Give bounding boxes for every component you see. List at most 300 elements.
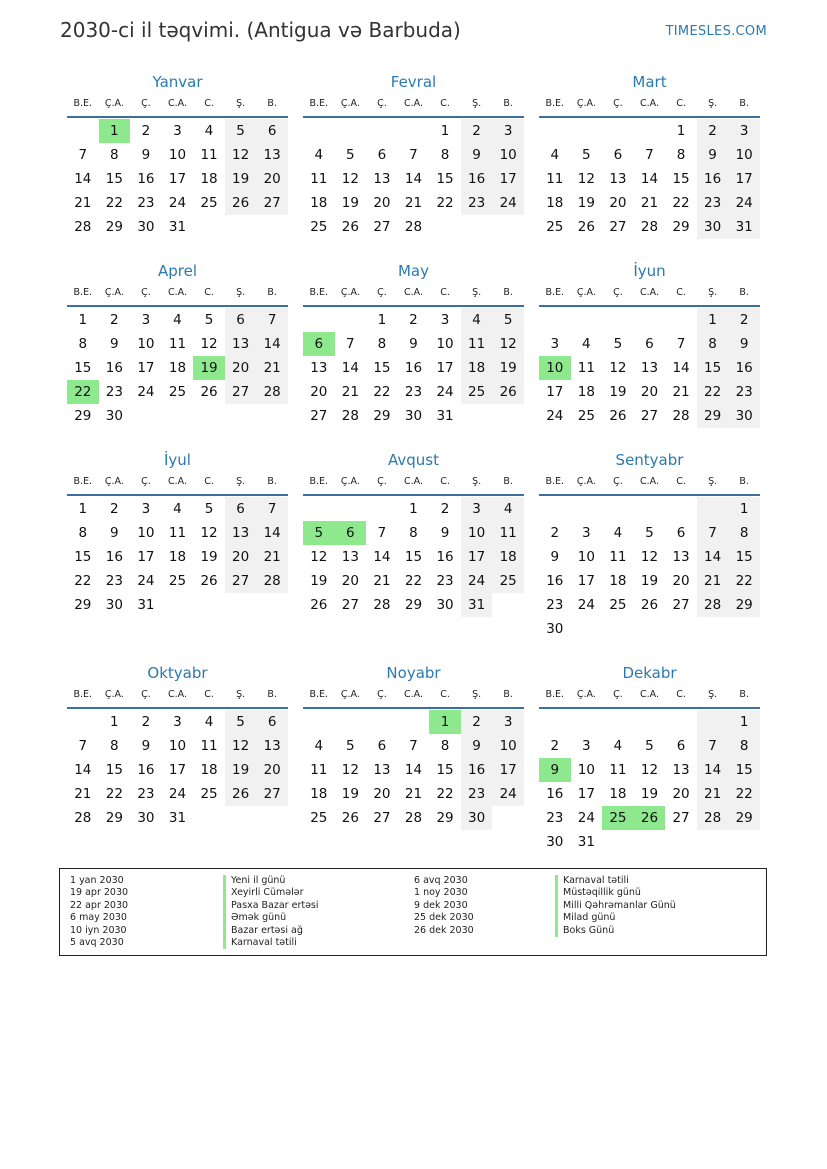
day-cell: 5 [204, 312, 214, 328]
weekday-label: B. [503, 476, 513, 487]
day-cell: 15 [74, 549, 92, 565]
holiday-day-cell: 9 [539, 758, 571, 782]
day-cell: 4 [492, 497, 524, 521]
day-cell: 26 [225, 191, 257, 215]
month-name: Mart [632, 73, 667, 91]
empty-cell [539, 119, 571, 143]
empty-cell [634, 119, 666, 143]
day-cell: 5 [645, 738, 654, 754]
day-cell: 11 [200, 738, 218, 754]
weekday-label: B.E. [545, 98, 565, 109]
day-cell: 6 [613, 147, 623, 163]
weekday-label: B.E. [545, 689, 565, 700]
empty-cell [366, 710, 398, 734]
empty-cell [303, 119, 335, 143]
legend-date: 25 dek 2030 [414, 912, 474, 924]
day-cell: 19 [200, 549, 218, 565]
day-cell: 27 [310, 408, 328, 424]
day-cell: 23 [105, 573, 123, 589]
day-cell: 21 [373, 573, 391, 589]
day-cell: 20 [310, 384, 328, 400]
weekday-label: C.A. [403, 476, 423, 487]
day-cell: 17 [168, 171, 187, 187]
day-cell: 12 [341, 762, 359, 778]
day-cell: 4 [613, 738, 623, 754]
day-cell: 23 [546, 597, 564, 613]
weekday-label: C.A. [167, 287, 187, 298]
day-cell: 16 [728, 356, 760, 380]
weekday-header [539, 281, 760, 307]
month-10 [303, 663, 524, 852]
day-cell: 20 [373, 786, 391, 802]
legend-holiday-name: Milad günü [555, 912, 676, 924]
day-cell: 8 [728, 734, 760, 758]
weekday-label: Ç. [613, 287, 623, 298]
day-cell: 18 [168, 549, 187, 565]
day-cell: 14 [697, 758, 729, 782]
weekday-header [67, 92, 288, 118]
day-cell: 18 [577, 384, 595, 400]
day-cell: 17 [492, 758, 524, 782]
weekday-label: Ç.A. [340, 287, 360, 298]
day-cell: 7 [697, 734, 729, 758]
day-cell: 15 [697, 356, 729, 380]
day-cell: 16 [461, 758, 493, 782]
weekday-label: Ş. [472, 98, 482, 109]
weekday-label: Ç.A. [104, 98, 124, 109]
day-cell: 28 [256, 569, 288, 593]
day-cell: 27 [256, 782, 288, 806]
day-cell: 22 [728, 569, 760, 593]
day-cell: 6 [377, 147, 387, 163]
month-name: May [397, 262, 429, 280]
day-cell: 16 [137, 171, 155, 187]
day-cell: 24 [546, 408, 564, 424]
day-cell: 1 [728, 710, 760, 734]
day-cell: 30 [137, 219, 155, 235]
weekday-label: B. [739, 287, 749, 298]
day-cell: 17 [577, 573, 595, 589]
day-cell: 1 [676, 123, 686, 139]
weekday-label: C.A. [639, 98, 659, 109]
weekday-label: C. [440, 689, 450, 700]
day-cell: 24 [728, 191, 760, 215]
weekday-label: Ş. [236, 689, 246, 700]
day-cell: 17 [137, 360, 155, 376]
weekday-label: Ç.A. [576, 689, 596, 700]
day-cell: 6 [676, 525, 686, 541]
day-cell: 31 [461, 593, 493, 617]
day-cell: 30 [105, 408, 123, 424]
day-cell: 29 [373, 408, 391, 424]
day-cell: 2 [409, 312, 418, 328]
holiday-day-cell: 19 [193, 356, 225, 380]
day-cell: 2 [697, 119, 729, 143]
weekday-label: Ş. [708, 287, 718, 298]
day-cell: 26 [200, 384, 218, 400]
days-grid [539, 710, 760, 854]
day-cell: 8 [78, 525, 88, 541]
holiday-day-cell: 1 [99, 119, 131, 143]
day-cell: 28 [404, 810, 423, 826]
day-cell: 15 [404, 549, 423, 565]
day-cell: 3 [728, 119, 760, 143]
day-cell: 29 [728, 593, 760, 617]
days-grid [539, 497, 760, 641]
day-cell: 28 [341, 408, 359, 424]
holiday-day-cell: 1 [429, 710, 461, 734]
day-cell: 10 [168, 147, 187, 163]
day-cell: 16 [546, 786, 564, 802]
weekday-header [303, 683, 524, 709]
day-cell: 31 [137, 597, 155, 613]
holiday-day-cell: 10 [539, 356, 571, 380]
day-cell: 15 [436, 762, 454, 778]
day-cell: 15 [74, 360, 92, 376]
weekday-header [303, 470, 524, 496]
day-cell: 23 [546, 810, 564, 826]
day-cell: 10 [168, 738, 187, 754]
day-cell: 24 [492, 782, 524, 806]
weekday-label: B.E. [309, 476, 329, 487]
holiday-day-cell: 6 [335, 521, 367, 545]
day-cell: 17 [137, 549, 155, 565]
days-grid [303, 119, 524, 239]
day-cell: 17 [436, 360, 454, 376]
weekday-label: C.A. [639, 476, 659, 487]
day-cell: 9 [440, 525, 450, 541]
empty-cell [366, 497, 398, 521]
weekday-label: C. [676, 689, 686, 700]
days-grid [303, 710, 524, 830]
day-cell: 13 [225, 521, 257, 545]
day-cell: 10 [461, 521, 493, 545]
weekday-label: C. [204, 689, 214, 700]
empty-cell [697, 710, 729, 734]
day-cell: 10 [436, 336, 454, 352]
day-cell: 6 [645, 336, 654, 352]
month-0 [67, 72, 288, 261]
weekday-label: Ş. [472, 476, 482, 487]
day-cell: 10 [492, 143, 524, 167]
day-cell: 2 [141, 123, 151, 139]
weekday-label: Ç. [377, 476, 387, 487]
day-cell: 26 [310, 597, 328, 613]
day-cell: 3 [492, 119, 524, 143]
day-cell: 9 [141, 738, 151, 754]
day-cell: 22 [436, 195, 454, 211]
day-cell: 1 [440, 123, 450, 139]
weekday-label: C. [204, 476, 214, 487]
day-cell: 23 [105, 384, 123, 400]
empty-cell [398, 710, 430, 734]
day-cell: 30 [436, 597, 454, 613]
day-cell: 4 [613, 525, 623, 541]
empty-cell [303, 710, 335, 734]
empty-cell [335, 119, 367, 143]
month-3 [67, 261, 288, 450]
legend-holiday-name: Yeni il günü [223, 875, 319, 887]
weekday-label: B. [503, 689, 513, 700]
holiday-day-cell: 6 [303, 332, 335, 356]
day-cell: 7 [78, 738, 88, 754]
day-cell: 13 [256, 143, 288, 167]
day-cell: 28 [256, 380, 288, 404]
day-cell: 14 [373, 549, 391, 565]
day-cell: 30 [404, 408, 423, 424]
month-name: Oktyabr [147, 664, 208, 682]
day-cell: 20 [640, 384, 659, 400]
weekday-label: C. [440, 476, 450, 487]
weekday-label: Ç. [613, 689, 623, 700]
day-cell: 25 [200, 195, 218, 211]
day-cell: 4 [204, 714, 214, 730]
day-cell: 3 [461, 497, 493, 521]
legend-date: 6 avq 2030 [414, 875, 468, 886]
day-cell: 28 [74, 219, 92, 235]
weekday-label: C. [440, 98, 450, 109]
weekday-label: B. [267, 98, 277, 109]
day-cell: 4 [314, 738, 324, 754]
days-grid [67, 497, 288, 617]
weekday-label: Ş. [236, 287, 246, 298]
day-cell: 15 [728, 758, 760, 782]
day-cell: 11 [200, 147, 218, 163]
weekday-label: C.A. [403, 287, 423, 298]
empty-cell [634, 497, 666, 521]
day-cell: 21 [341, 384, 359, 400]
day-cell: 14 [74, 762, 92, 778]
weekday-label: B.E. [545, 476, 565, 487]
holiday-day-cell: 5 [303, 521, 335, 545]
day-cell: 12 [225, 734, 257, 758]
day-cell: 12 [640, 762, 659, 778]
day-cell: 19 [225, 758, 257, 782]
legend-holiday-name: Karnaval tətili [223, 937, 319, 949]
day-cell: 22 [74, 573, 92, 589]
empty-cell [697, 497, 729, 521]
day-cell: 30 [461, 806, 493, 830]
day-cell: 10 [137, 336, 155, 352]
weekday-label: C. [204, 98, 214, 109]
day-cell: 16 [697, 167, 729, 191]
day-cell: 3 [582, 525, 591, 541]
day-cell: 21 [640, 195, 659, 211]
day-cell: 1 [377, 312, 387, 328]
day-cell: 9 [697, 143, 729, 167]
empty-cell [665, 710, 697, 734]
weekday-label: Ş. [236, 476, 246, 487]
empty-cell [571, 119, 603, 143]
empty-cell [665, 497, 697, 521]
day-cell: 27 [225, 569, 257, 593]
day-cell: 2 [440, 501, 450, 517]
month-5 [539, 261, 760, 450]
day-cell: 18 [200, 171, 218, 187]
day-cell: 24 [137, 384, 155, 400]
weekday-label: Ş. [708, 689, 718, 700]
day-cell: 1 [697, 308, 729, 332]
day-cell: 16 [105, 360, 123, 376]
day-cell: 9 [728, 332, 760, 356]
calendar-grid [67, 72, 760, 852]
day-cell: 19 [609, 384, 627, 400]
day-cell: 12 [200, 525, 218, 541]
day-cell: 19 [577, 195, 595, 211]
day-cell: 28 [74, 810, 92, 826]
page-title: 2030-ci il təqvimi. (Antigua və Barbuda) [60, 18, 461, 42]
day-cell: 20 [672, 786, 690, 802]
day-cell: 29 [728, 806, 760, 830]
day-cell: 20 [672, 573, 690, 589]
empty-cell [67, 119, 99, 143]
day-cell: 21 [404, 786, 423, 802]
empty-cell [634, 710, 666, 734]
day-cell: 25 [461, 380, 493, 404]
day-cell: 24 [137, 573, 155, 589]
day-cell: 30 [697, 215, 729, 239]
day-cell: 12 [577, 171, 595, 187]
empty-cell [634, 308, 666, 332]
weekday-label: Ş. [472, 689, 482, 700]
day-cell: 22 [728, 782, 760, 806]
day-cell: 24 [436, 384, 454, 400]
legend-holiday-name: Müstəqillik günü [555, 887, 676, 899]
day-cell: 4 [204, 123, 214, 139]
day-cell: 25 [168, 384, 187, 400]
day-cell: 5 [225, 119, 257, 143]
day-cell: 21 [74, 786, 92, 802]
day-cell: 16 [436, 549, 454, 565]
day-cell: 21 [672, 384, 690, 400]
weekday-label: Ç.A. [576, 287, 596, 298]
weekday-label: C.A. [403, 98, 423, 109]
weekday-label: B.E. [545, 287, 565, 298]
day-cell: 29 [74, 408, 92, 424]
day-cell: 16 [404, 360, 423, 376]
day-cell: 31 [436, 408, 454, 424]
day-cell: 24 [168, 786, 187, 802]
day-cell: 26 [341, 810, 359, 826]
day-cell: 6 [377, 738, 387, 754]
day-cell: 20 [609, 195, 627, 211]
weekday-header [303, 281, 524, 307]
empty-cell [335, 308, 367, 332]
weekday-label: Ç.A. [104, 287, 124, 298]
day-cell: 16 [137, 762, 155, 778]
month-name: İyul [164, 451, 191, 469]
day-cell: 31 [168, 810, 187, 826]
day-cell: 30 [546, 621, 564, 637]
empty-cell [602, 308, 634, 332]
day-cell: 27 [341, 597, 359, 613]
month-9 [67, 663, 288, 852]
weekday-label: C.A. [403, 689, 423, 700]
day-cell: 23 [728, 380, 760, 404]
weekday-label: B.E. [73, 689, 93, 700]
day-cell: 2 [728, 308, 760, 332]
day-cell: 24 [168, 195, 187, 211]
month-2 [539, 72, 760, 261]
day-cell: 4 [461, 308, 493, 332]
day-cell: 5 [346, 738, 355, 754]
day-cell: 4 [314, 147, 324, 163]
site-link[interactable]: TIMESLES.COM [665, 24, 767, 39]
legend-holiday-name: Əmək günü [223, 912, 319, 924]
day-cell: 30 [728, 404, 760, 428]
day-cell: 19 [310, 573, 328, 589]
month-1 [303, 72, 524, 261]
day-cell: 7 [409, 738, 418, 754]
empty-cell [398, 119, 430, 143]
day-cell: 23 [137, 195, 155, 211]
day-cell: 28 [404, 219, 423, 235]
day-cell: 7 [697, 521, 729, 545]
day-cell: 1 [110, 714, 119, 730]
days-grid [303, 308, 524, 428]
day-cell: 22 [672, 195, 690, 211]
day-cell: 23 [436, 573, 454, 589]
day-cell: 3 [550, 336, 560, 352]
day-cell: 28 [697, 806, 729, 830]
day-cell: 27 [672, 810, 690, 826]
empty-cell [539, 710, 571, 734]
day-cell: 22 [373, 384, 391, 400]
day-cell: 19 [492, 356, 524, 380]
legend-date-column [414, 875, 474, 937]
day-cell: 14 [640, 171, 659, 187]
day-cell: 5 [613, 336, 623, 352]
day-cell: 13 [672, 549, 690, 565]
day-cell: 3 [173, 714, 182, 730]
day-cell: 9 [110, 525, 119, 541]
empty-cell [602, 119, 634, 143]
day-cell: 27 [609, 219, 627, 235]
weekday-label: B. [267, 287, 277, 298]
legend-date: 9 dek 2030 [414, 899, 468, 911]
day-cell: 29 [697, 404, 729, 428]
day-cell: 13 [373, 171, 391, 187]
empty-cell [67, 710, 99, 734]
weekday-label: B.E. [309, 98, 329, 109]
day-cell: 9 [110, 336, 119, 352]
day-cell: 14 [341, 360, 359, 376]
day-cell: 29 [105, 219, 123, 235]
day-cell: 3 [492, 710, 524, 734]
day-cell: 11 [461, 332, 493, 356]
weekday-label: Ç.A. [576, 476, 596, 487]
day-cell: 11 [577, 360, 595, 376]
day-cell: 11 [310, 762, 328, 778]
weekday-label: Ç. [377, 689, 387, 700]
weekday-label: Ç.A. [340, 98, 360, 109]
day-cell: 2 [550, 525, 560, 541]
day-cell: 20 [373, 195, 391, 211]
day-cell: 18 [609, 786, 627, 802]
weekday-label: B. [267, 689, 277, 700]
day-cell: 22 [404, 573, 423, 589]
day-cell: 27 [256, 191, 288, 215]
day-cell: 18 [310, 195, 328, 211]
day-cell: 21 [74, 195, 92, 211]
empty-cell [602, 497, 634, 521]
day-cell: 13 [341, 549, 359, 565]
day-cell: 5 [582, 147, 591, 163]
weekday-label: B. [503, 98, 513, 109]
day-cell: 13 [225, 332, 257, 356]
day-cell: 11 [609, 549, 627, 565]
day-cell: 21 [697, 569, 729, 593]
